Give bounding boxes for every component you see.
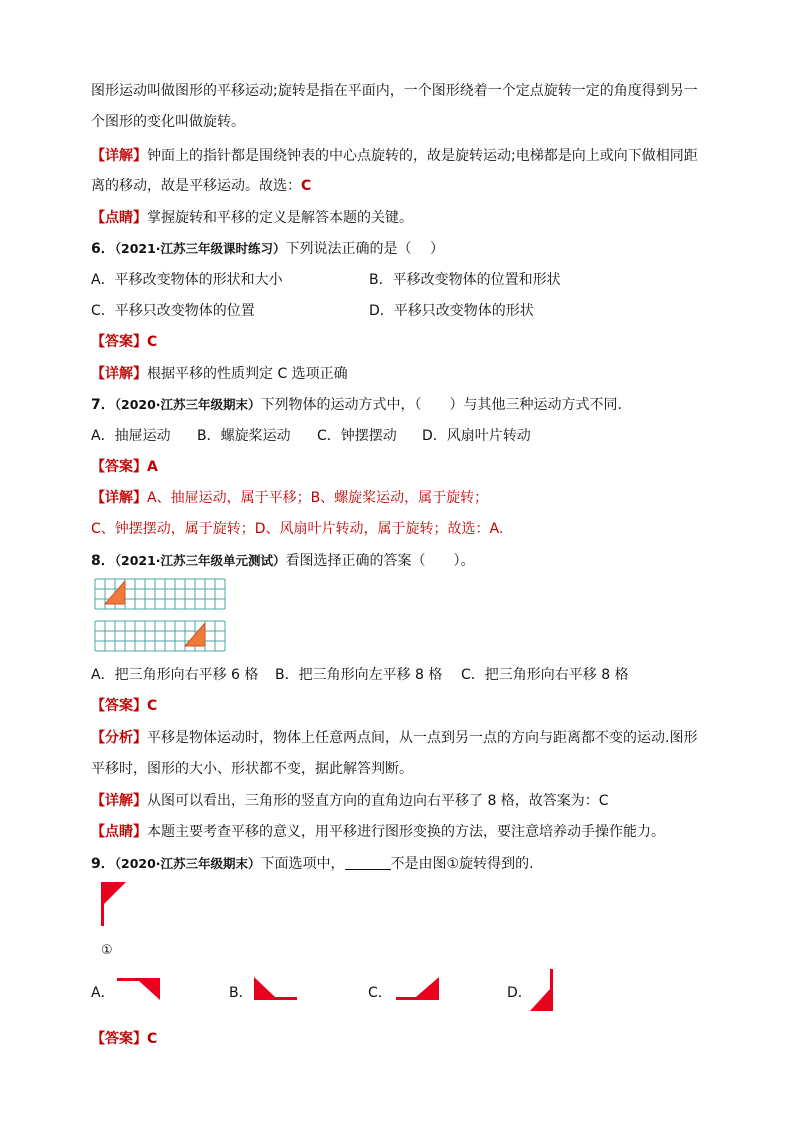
answer-value: A [147, 459, 158, 475]
detail-text: 根据平移的性质判定 C 选项正确 [147, 366, 348, 382]
q9-option-c-flag [396, 977, 441, 1001]
q6-detail [91, 365, 348, 383]
q9-option-b-letter: B． [229, 985, 253, 1001]
q8-option-c: C．把三角形向右平移 8 格 [461, 667, 629, 683]
q8-analysis-line-2: 平移时，图形的大小、形状都不变，据此解答判断。 [91, 761, 413, 777]
point-text: 本题主要考查平移的意义，用平移进行图形变换的方法，要注意培养动手操作能力。 [147, 824, 665, 840]
question-source: （2021·江苏三年级课时练习） [114, 241, 286, 256]
question-number: 7． [91, 397, 115, 413]
q8-analysis-line-1 [91, 729, 697, 747]
question-number: 9． [91, 856, 115, 872]
q8-option-a: A．把三角形向右平移 6 格 [91, 667, 259, 683]
q9-option-a-flag [117, 978, 162, 1002]
detail-tag: 【详解】 [91, 490, 147, 506]
q6-option-b: B．平移改变物体的位置和形状 [369, 272, 561, 288]
q9-option-d-flag [530, 969, 556, 1013]
flag-figure-1 [101, 882, 129, 926]
question-number: 8． [91, 553, 115, 569]
q7-option-c: C．钟摆摆动 [317, 428, 397, 444]
q6-stem [91, 240, 444, 258]
q6-answer [91, 333, 157, 351]
figure-1-label: ① [101, 943, 113, 958]
answer-tag: 【答案】 [91, 459, 147, 475]
q9-option-d-letter: D． [507, 985, 532, 1001]
q6-option-d: D．平移只改变物体的形状 [369, 303, 534, 319]
detail-text: 钟面上的指针都是围绕钟表的中心点旋转的，故是旋转运动;电梯都是向上或向下做相同距 [147, 148, 698, 164]
analysis-text: 平移是物体运动时，物体上任意两点间，从一点到另一点的方向与距离都不变的运动.图形 [147, 730, 698, 746]
detail-tag: 【详解】 [91, 793, 147, 809]
question-stem: 看图选择正确的答案（ ）。 [285, 553, 475, 569]
q8-translation-figure [95, 579, 227, 653]
q8-detail [91, 792, 609, 810]
q8-stem [91, 552, 475, 570]
answer-tag: 【答案】 [91, 1031, 147, 1047]
q5-point [91, 209, 413, 227]
answer-tag: 【答案】 [91, 698, 147, 714]
question-stem: 下列说法正确的是（ ） [285, 241, 444, 257]
q5-detail-line-2 [91, 177, 311, 195]
q5-detail-line-1 [91, 147, 698, 165]
answer-value: C [147, 334, 158, 350]
intro-line-1: 图形运动叫做图形的平移运动;旋转是指在平面内，一个图形绕着一个定点旋转一定的角度得到另一 [91, 83, 698, 99]
question-source: （2020·江苏三年级期末） [114, 397, 261, 412]
q9-option-a-letter: A． [91, 985, 115, 1001]
detail-tag: 【详解】 [91, 366, 147, 382]
q7-detail-line-1 [91, 489, 488, 507]
q9-stem [91, 855, 534, 873]
q8-option-b: B．把三角形向左平移 8 格 [275, 667, 443, 683]
point-tag: 【点睛】 [91, 824, 147, 840]
analysis-tag: 【分析】 [91, 730, 147, 746]
q9-option-c-letter: C． [368, 985, 392, 1001]
question-source: （2021·江苏三年级单元测试） [114, 553, 286, 568]
question-source: （2020·江苏三年级期末） [114, 856, 261, 871]
question-number: 6． [91, 241, 115, 257]
q7-stem [91, 396, 622, 414]
point-tag: 【点睛】 [91, 210, 147, 226]
answer-value: C [147, 1031, 158, 1047]
detail-text: A、抽屉运动，属于平移；B、螺旋桨运动，属于旋转； [147, 490, 489, 506]
q9-option-b-flag [254, 977, 299, 1001]
question-stem: 下列物体的运动方式中，（ ）与其他三种运动方式不同. [260, 397, 622, 413]
intro-line-2: 个图形的变化叫做旋转。 [91, 114, 245, 130]
point-text: 掌握旋转和平移的定义是解答本题的关键。 [147, 210, 413, 226]
q8-point [91, 823, 665, 841]
question-stem: 下面选项中， [260, 856, 345, 872]
q6-option-a: A．平移改变物体的形状和大小 [91, 272, 283, 288]
answer-blank [345, 855, 391, 870]
detail-tag: 【详解】 [91, 148, 147, 164]
answer-tag: 【答案】 [91, 334, 147, 350]
q6-option-c: C．平移只改变物体的位置 [91, 303, 255, 319]
q8-answer [91, 697, 157, 715]
q9-answer [91, 1030, 157, 1048]
q7-detail-line-2: C、钟摆摆动，属于旋转；D、风扇叶片转动，属于旋转；故选：A. [91, 521, 504, 537]
detail-text: 离的移动，故是平移运动。故选： [91, 178, 301, 194]
q7-answer [91, 458, 158, 476]
q7-option-a: A．抽屉运动 [91, 428, 171, 444]
answer-value: C [147, 698, 158, 714]
question-stem: 不是由图①旋转得到的. [390, 856, 534, 872]
detail-text: 从图可以看出，三角形的竖直方向的直角边向右平移了 8 格，故答案为：C [147, 793, 609, 809]
q7-option-b: B．螺旋桨运动 [197, 428, 291, 444]
detail-answer: C [301, 178, 312, 194]
q7-option-d: D．风扇叶片转动 [422, 428, 531, 444]
